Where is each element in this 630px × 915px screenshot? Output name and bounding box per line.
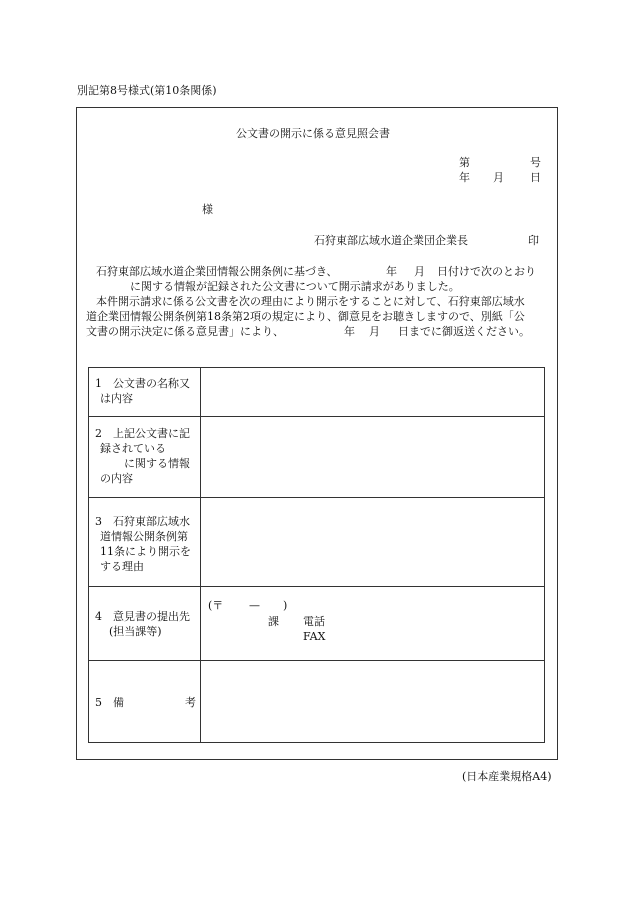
row-3-label-line-4: する理由 (100, 560, 144, 573)
document-title: 公文書の開示に係る意見照会書 (236, 127, 390, 140)
row-5-label-a: 5 備 (95, 696, 124, 709)
addressee-suffix: 様 (202, 203, 213, 216)
form-id: 別記第8号様式(第10条関係) (77, 84, 217, 97)
paper-size-note: (日本産業規格A4) (462, 770, 552, 783)
table-row-4 (89, 586, 544, 660)
sender-name: 石狩東部広域水道企業団企業長 (314, 234, 468, 247)
body-line-5c: 月 (369, 325, 380, 338)
table-row-3 (89, 497, 544, 586)
table-row-5-label (89, 661, 201, 742)
body-line-5a: 文書の開示決定に係る意見書」により、 (86, 325, 284, 338)
row-3-label-line-3: 11条により開示を (100, 545, 191, 558)
body-line-1d: 日付けで次のとおり (437, 265, 536, 278)
info-table (88, 367, 545, 743)
body-line-4: 道企業団情報公開条例第18条第2項の規定により、御意見をお聴きしますので、別紙「公 (86, 310, 525, 323)
postal-close: ) (283, 599, 288, 612)
row-2-label-line-1: 2 上記公文書に記 (95, 427, 190, 440)
table-row-5 (89, 660, 544, 742)
postal-open: (〒 (208, 599, 224, 612)
row-1-label-line-1: 1 公文書の名称又 (95, 377, 190, 390)
row-4-label-line-1: 4 意見書の提出先 (95, 610, 190, 623)
postal-dash: — (249, 599, 260, 612)
table-row-4-label (89, 587, 201, 660)
row-2-label-line-3: に関する情報 (124, 457, 190, 470)
number-suffix: 号 (530, 156, 541, 169)
table-row-1-label (89, 368, 201, 416)
row-4-label-line-2: (担当課等) (109, 625, 162, 638)
body-line-3: 本件開示請求に係る公文書を次の理由により開示をすることに対して、石狩東部広域水 (96, 295, 525, 308)
row-1-label-line-2: は内容 (100, 392, 133, 405)
body-line-1a: 石狩東部広域水道企業団情報公開条例に基づき、 (96, 265, 338, 278)
table-row-2 (89, 416, 544, 497)
table-row-1 (89, 368, 544, 416)
row-3-label-line-1: 3 石狩東部広域水 (95, 515, 190, 528)
row-5-label-b: 考 (185, 696, 196, 709)
section-label: 課 (268, 615, 279, 628)
body-line-1c: 月 (414, 265, 425, 278)
body-line-1b: 年 (386, 265, 397, 278)
fax-label: FAX (303, 630, 326, 643)
date-year: 年 (459, 171, 470, 184)
date-month: 月 (493, 171, 504, 184)
phone-label: 電話 (303, 615, 325, 628)
row-2-label-line-4: の内容 (100, 472, 133, 485)
body-line-5d: 日までに御返送ください。 (398, 325, 530, 338)
row-2-label-line-2: 録されている (100, 442, 166, 455)
number-label: 第 (459, 156, 470, 169)
seal-mark: 印 (528, 234, 539, 247)
date-day: 日 (530, 171, 541, 184)
table-row-3-label (89, 498, 201, 586)
row-3-label-line-2: 道情報公開条例第 (100, 530, 188, 543)
body-line-2: に関する情報が記録された公文書について開示請求がありました。 (130, 280, 460, 293)
body-line-5b: 年 (344, 325, 355, 338)
table-row-2-label (89, 417, 201, 497)
